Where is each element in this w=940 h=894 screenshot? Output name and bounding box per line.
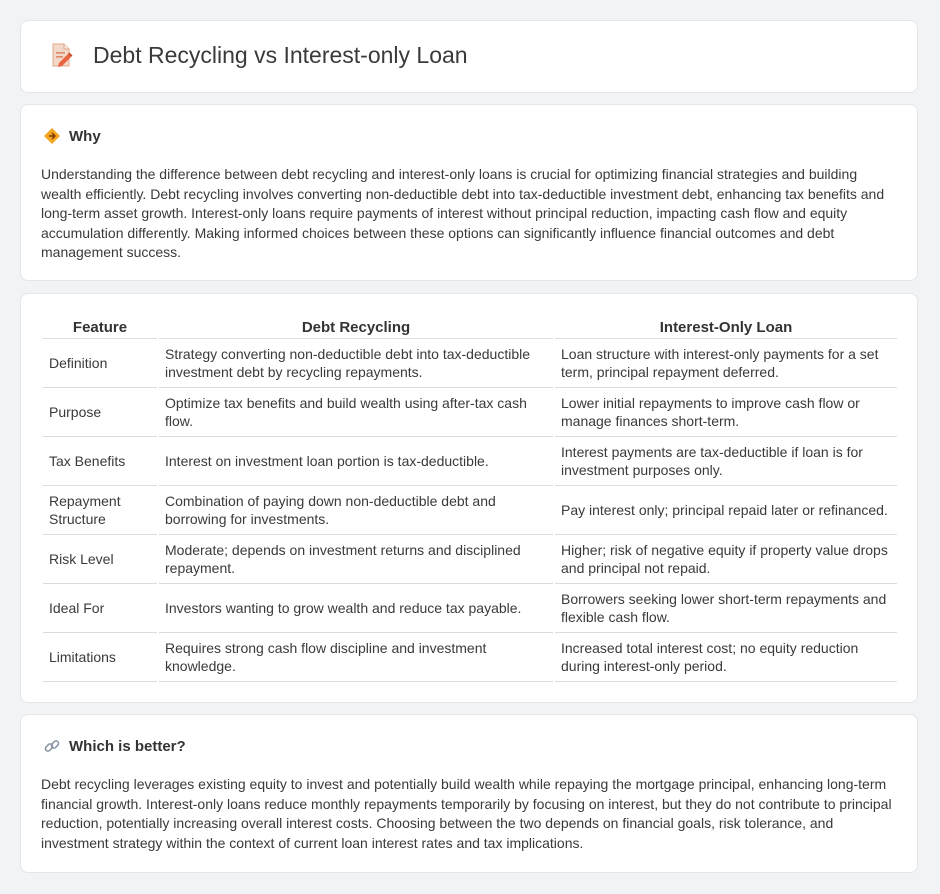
interest-only-cell: Pay interest only; principal repaid later or refinanced. [555,486,897,535]
title-row [47,41,468,69]
feature-cell: Risk Level [43,535,157,584]
feature-cell: Ideal For [43,584,157,633]
better-text: Debt recycling leverages existing equity to invest and potentially build wealth while repaying the mortgage principal, enhancing long-term financial growth. Interest-only loans reduce monthly repayments temporarily by focusing on interest, but they do not contribute to principal reduction, potentially increasing overall interest costs. Choosing between the two depends on financial goals, risk tolerance, and investment strategy within the context of current loan interest rates and tax implications. [41,776,892,851]
why-title: Why [69,127,101,145]
interest-only-cell: Increased total interest cost; no equity reduction during interest-only period. [555,633,897,682]
table-row [43,535,897,584]
table-row [43,633,897,682]
debt-recycling-cell: Requires strong cash flow discipline and investment knowledge. [159,633,553,682]
debt-recycling-cell: Investors wanting to grow wealth and reduce tax payable. [159,584,553,633]
header-interest-only-loan: Interest-Only Loan [555,316,897,339]
why-section [20,104,918,281]
debt-recycling-cell: Optimize tax benefits and build wealth using after-tax cash flow. [159,388,553,437]
interest-only-cell: Interest payments are tax-deductible if loan is for investment purposes only. [555,437,897,486]
why-heading [43,127,101,145]
document-pencil-icon [47,41,75,69]
table-row [43,584,897,633]
interest-only-cell: Borrowers seeking lower short-term repayments and flexible cash flow. [555,584,897,633]
feature-cell: Definition [43,339,157,388]
header-card [20,20,918,93]
why-text: Understanding the difference between debt recycling and interest-only loans is crucial for optimizing financial strategies and building wealth efficiently. Debt recycling involves converting non-deductible debt into tax-deductible investment debt, enhancing tax benefits and long-term asset growth. Interest-only loans require payments of interest without principal reduction, impacting cash flow and equity accumulation differently. Making informed choices between these options can significantly influence financial outcomes and debt management success. [41,166,885,260]
better-title: Which is better? [69,737,186,755]
feature-cell: Tax Benefits [43,437,157,486]
interest-only-cell: Loan structure with interest-only payments for a set term, principal repayment deferred. [555,339,897,388]
table-row [43,388,897,437]
debt-recycling-cell: Moderate; depends on investment returns and disciplined repayment. [159,535,553,584]
comparison-table [41,316,899,682]
table-row [43,437,897,486]
diamond-sign-icon [43,127,61,145]
table-header-row [43,316,897,339]
link-icon [43,737,61,755]
which-is-better-section [20,714,918,873]
feature-cell: Repayment Structure [43,486,157,535]
feature-cell: Limitations [43,633,157,682]
header-debt-recycling: Debt Recycling [159,316,553,339]
table-row [43,339,897,388]
debt-recycling-cell: Interest on investment loan portion is tax-deductible. [159,437,553,486]
better-heading [43,737,186,755]
table-row [43,486,897,535]
interest-only-cell: Lower initial repayments to improve cash flow or manage finances short-term. [555,388,897,437]
feature-cell: Purpose [43,388,157,437]
debt-recycling-cell: Strategy converting non-deductible debt into tax-deductible investment debt by recycling repayments. [159,339,553,388]
interest-only-cell: Higher; risk of negative equity if property value drops and principal not repaid. [555,535,897,584]
page-title: Debt Recycling vs Interest-only Loan [93,41,468,68]
header-feature: Feature [43,316,157,339]
comparison-table-card [20,293,918,703]
debt-recycling-cell: Combination of paying down non-deductible debt and borrowing for investments. [159,486,553,535]
